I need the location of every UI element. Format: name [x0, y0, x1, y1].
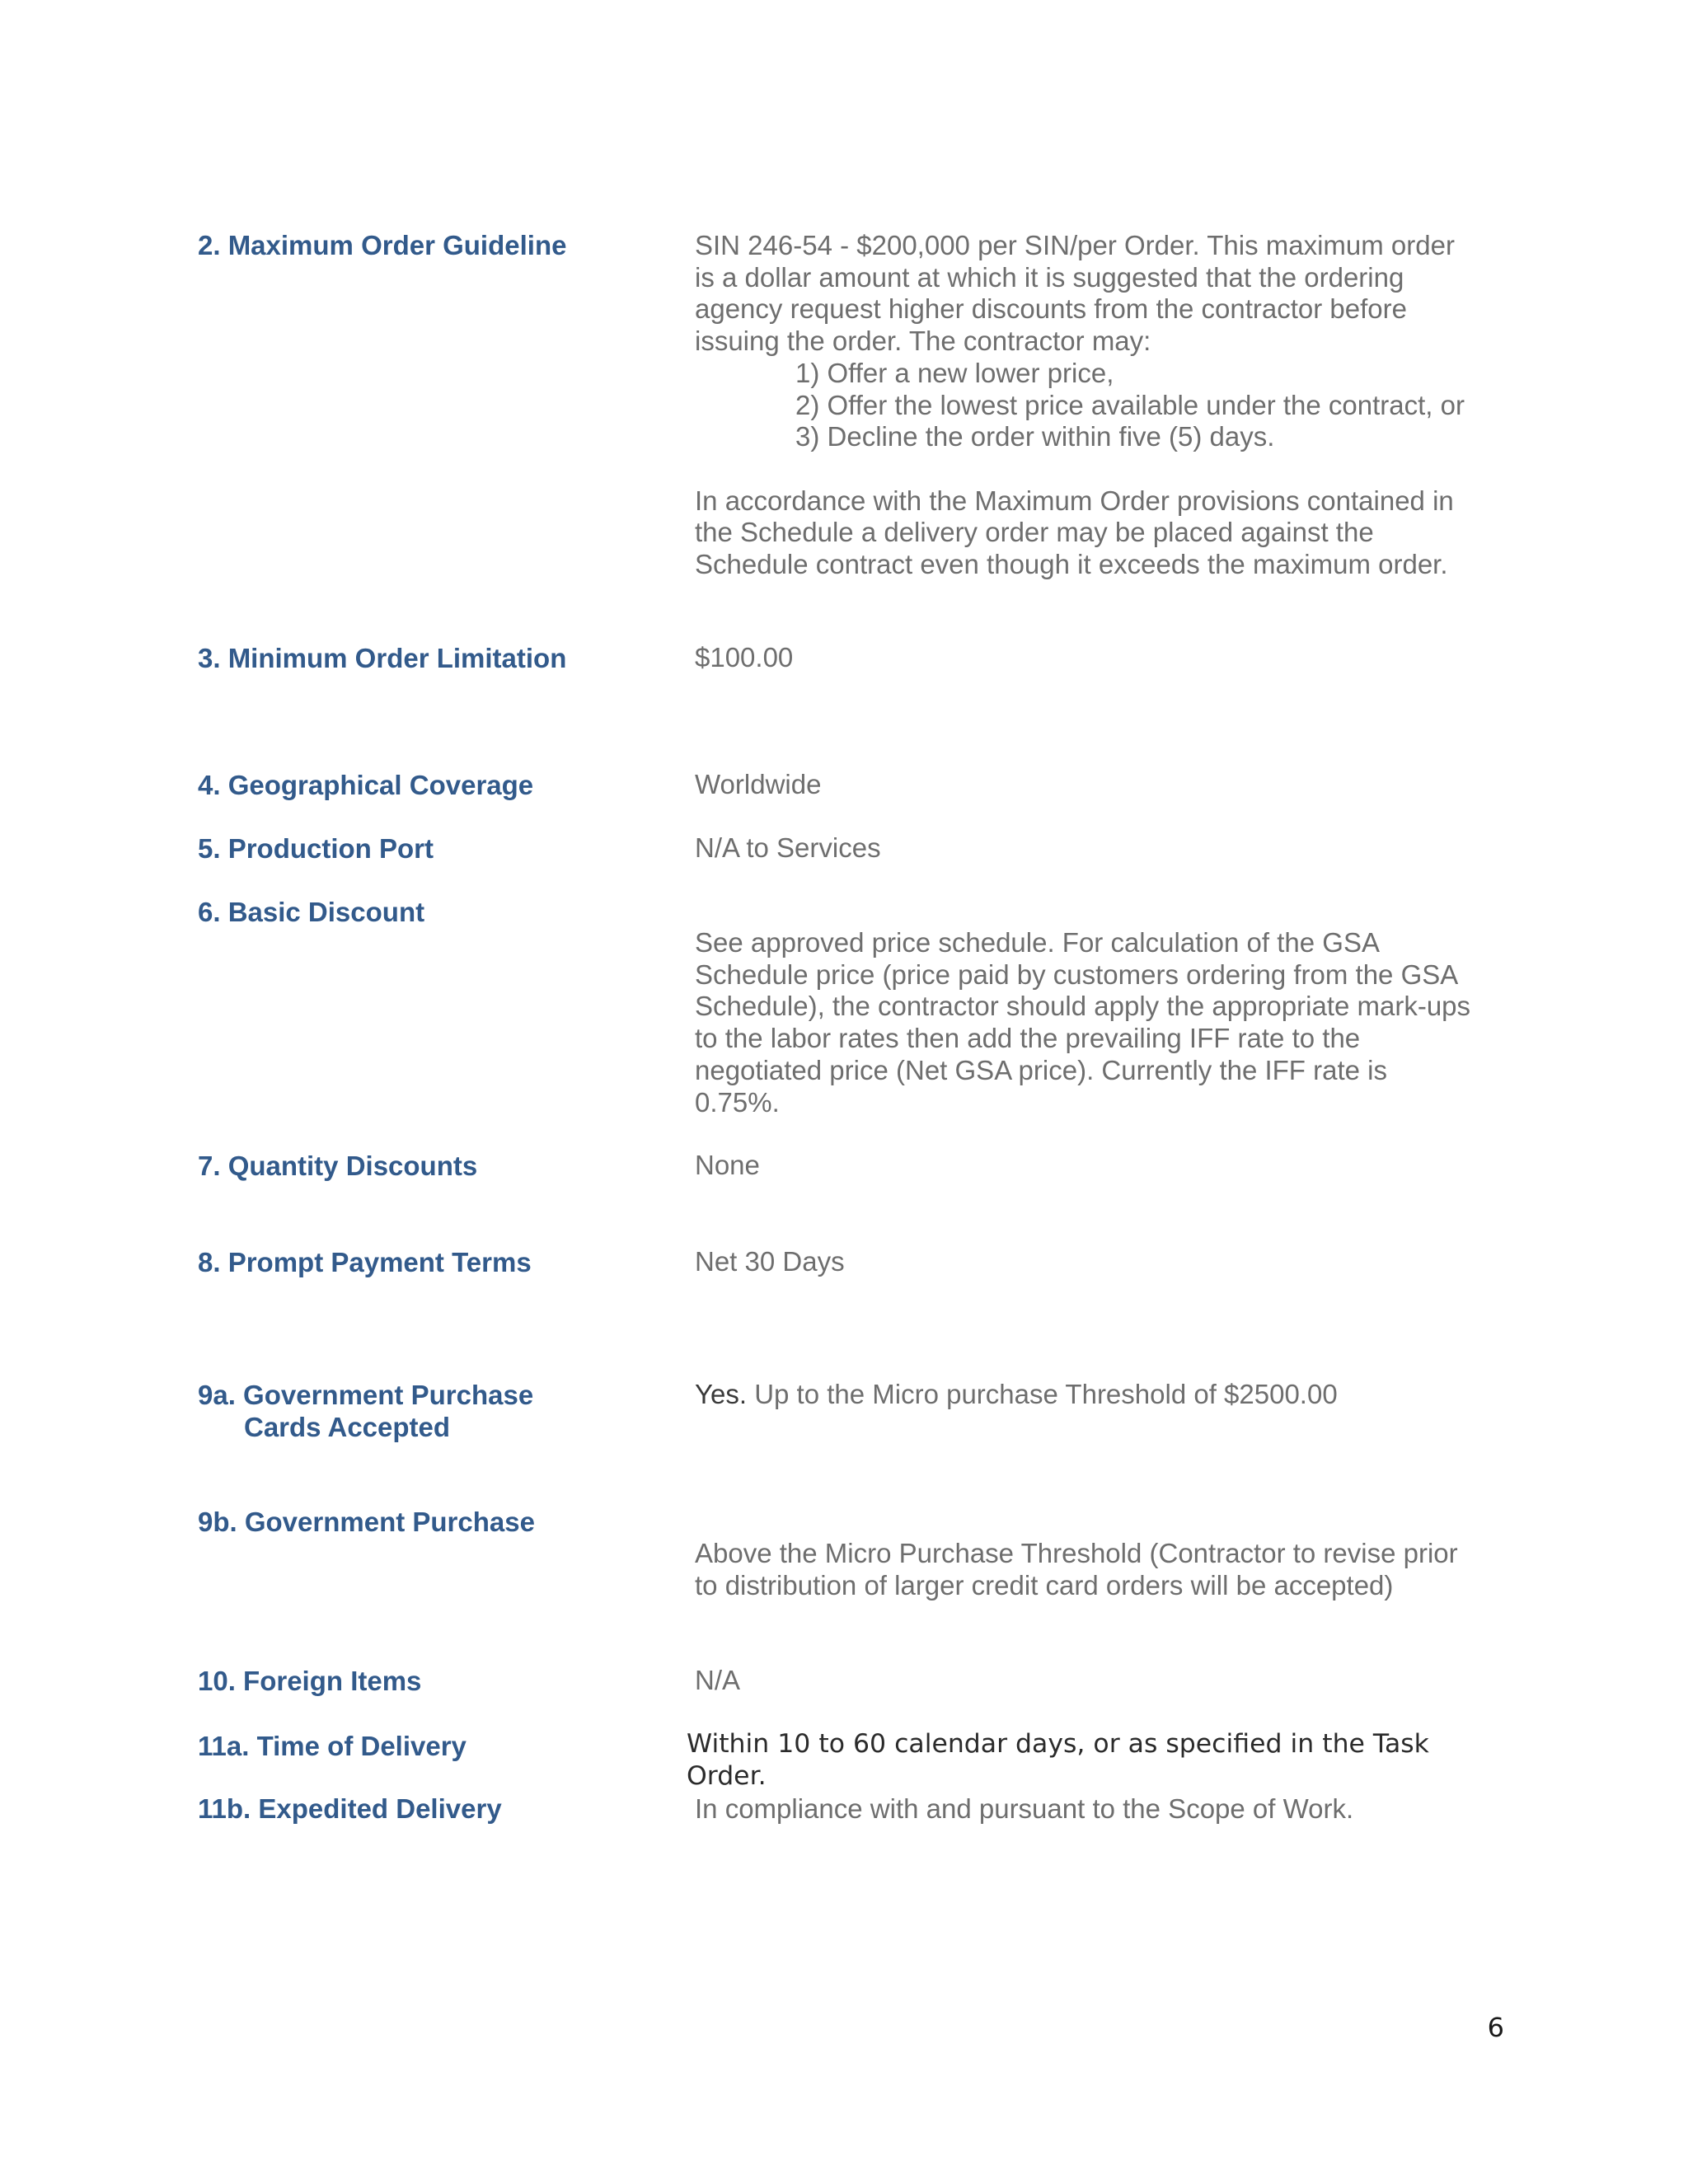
purchase-cards-b-text — [695, 1538, 1503, 1601]
purchase-cards-b-line: Above the Micro Purchase Threshold (Contractor to revise prior — [695, 1538, 1458, 1568]
max-order-option: 3) Decline the order within five (5) days. — [795, 421, 1275, 452]
geo-coverage-value: Worldwide — [695, 769, 822, 799]
expedited-delivery-value: In compliance with and pursuant to the Scope of Work. — [695, 1793, 1354, 1824]
production-port-value: N/A to Services — [695, 832, 881, 863]
min-order-value: $100.00 — [695, 642, 794, 673]
basic-discount-line: See approved price schedule. For calculation of the GSA — [695, 927, 1380, 958]
basic-discount-line: 0.75%. — [695, 1086, 780, 1118]
max-order-line: SIN 246-54 - $200,000 per SIN/per Order. This maximum order — [695, 230, 1455, 260]
purchase-cards-threshold: Up to the Micro purchase Threshold of $2500.00 — [754, 1379, 1338, 1409]
payment-terms-value: Net 30 Days — [695, 1246, 845, 1277]
geo-coverage-label: 4. Geographical Coverage — [198, 770, 534, 800]
purchase-cards-label-line2: Cards Accepted — [244, 1412, 451, 1442]
max-order-provision: In accordance with the Maximum Order provisions contained in — [695, 485, 1454, 516]
basic-discount-text — [695, 927, 1503, 1118]
basic-discount-line: to the labor rates then add the prevailing IFF rate to the — [695, 1023, 1361, 1054]
payment-terms-label: 8. Prompt Payment Terms — [198, 1247, 532, 1277]
foreign-items-label: 10. Foreign Items — [198, 1666, 422, 1696]
basic-discount-line: negotiated price (Net GSA price). Currently the IFF rate is — [695, 1054, 1388, 1085]
quantity-discounts-label: 7. Quantity Discounts — [198, 1151, 478, 1181]
max-order-line: issuing the order. The contractor may: — [695, 326, 1151, 357]
max-order-label: 2. Maximum Order Guideline — [198, 230, 567, 260]
basic-discount-line: Schedule price (price paid by customers ordering from the GSA — [695, 958, 1459, 990]
time-of-delivery-label: 11a. Time of Delivery — [198, 1731, 467, 1761]
purchase-cards-yes: Yes. — [695, 1379, 748, 1409]
basic-discount-label: 6. Basic Discount — [198, 897, 425, 927]
production-port-label: 5. Production Port — [198, 833, 434, 864]
quantity-discounts-value: None — [695, 1150, 760, 1180]
max-order-provision: Schedule contract even though it exceeds the maximum order. — [695, 549, 1448, 580]
expedited-delivery-label: 11b. Expedited Delivery — [198, 1793, 502, 1824]
min-order-label: 3. Minimum Order Limitation — [198, 643, 567, 673]
max-order-option: 1) Offer a new lower price, — [795, 357, 1114, 388]
max-order-option: 2) Offer the lowest price available under the contract, or — [795, 389, 1465, 420]
purchase-cards-b-label: 9b. Government Purchase — [198, 1507, 535, 1537]
foreign-items-value: N/A — [695, 1665, 741, 1695]
purchase-cards-label — [198, 1379, 659, 1443]
time-of-delivery-value: Within 10 to 60 calendar days, or as specified in the Task Order. — [687, 1729, 1429, 1791]
purchase-cards-value — [695, 1379, 1503, 1411]
purchase-cards-label-line1: 9a. Government Purchase — [198, 1380, 534, 1410]
max-order-line: is a dollar amount at which it is suggested that the ordering — [695, 261, 1404, 293]
max-order-provision: the Schedule a delivery order may be placed against the — [695, 517, 1374, 548]
max-order-text — [695, 230, 1503, 581]
page-number: 6 — [1487, 2012, 1504, 2043]
max-order-line: agency request higher discounts from the contractor before — [695, 293, 1407, 325]
basic-discount-line: Schedule), the contractor should apply the appropriate mark-ups — [695, 991, 1471, 1022]
purchase-cards-b-line: to distribution of larger credit card orders will be accepted) — [695, 1569, 1394, 1601]
